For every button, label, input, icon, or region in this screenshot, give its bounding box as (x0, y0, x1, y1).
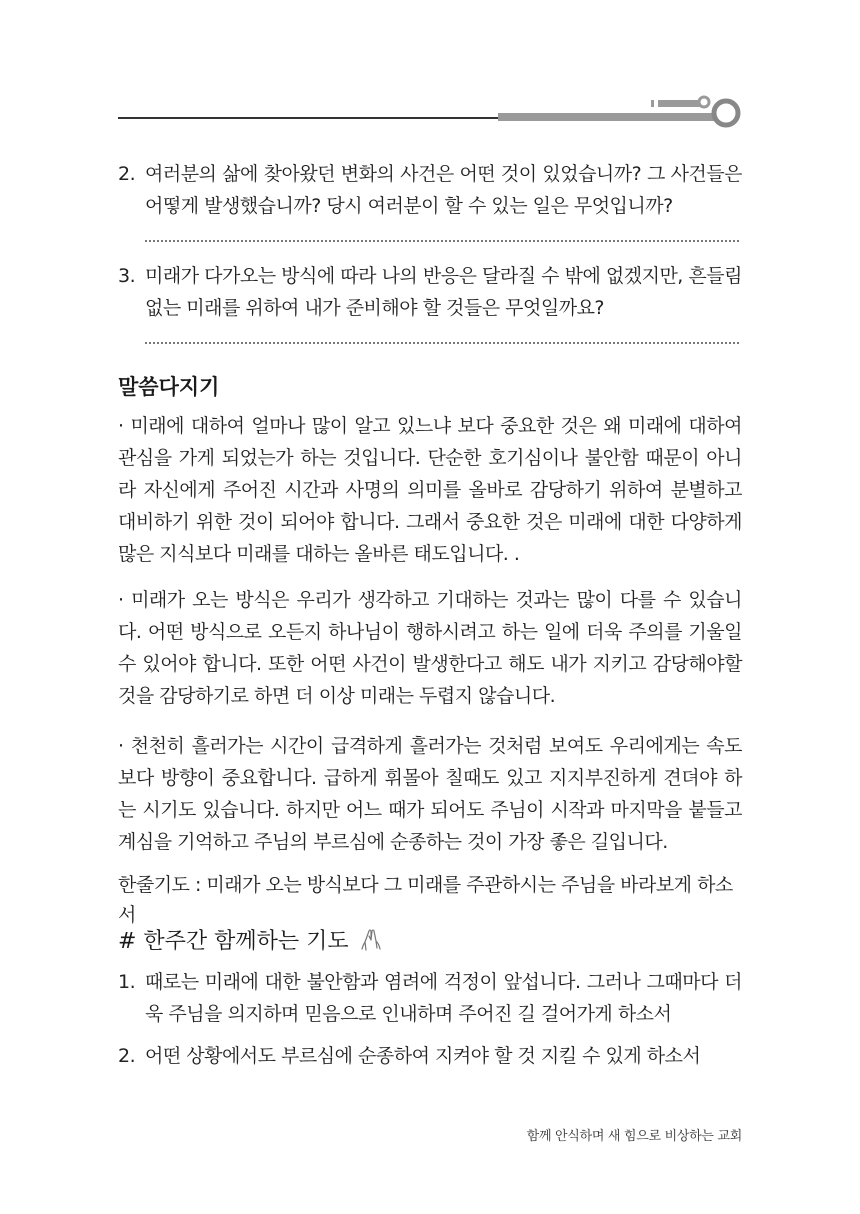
question-item-2 (118, 158, 742, 222)
header-decoration (118, 88, 743, 128)
meditation-paragraph-3: · 천천히 흘러가는 시간이 급격하게 흘러가는 것처럼 보여도 우리에게는 속도보다 방향이 중요합니다. 급하게 휘몰아 칠때도 있고 지지부진하게 견뎌야 하는 시기도 있습니다. 하지만 어느 때가 되어도 주님이 시작과 마지막을 붙들고 계심을 기억하고 주님의 부르심에 순종하는 것이 가장 좋은 길입니다. (118, 735, 742, 853)
weekly-prayer-title-text: # 한주간 함께하는 기도 (118, 929, 349, 954)
prayer-item-number: 1. (118, 971, 136, 993)
meditation-paragraph-2: · 미래가 오는 방식은 우리가 생각하고 기대하는 것과는 많이 다를 수 있습니다. 어떤 방식으로 오든지 하나님이 행하시려고 하는 일에 더욱 주의를 기울일 수 있어야 합니다. 또한 어떤 사건이 발생한다고 해도 내가 지키고 감당해야할 것을 감당하기로 하면 더 이상 미래는 두렵지 않습니다. (118, 589, 742, 707)
weekly-prayer-title (118, 926, 382, 958)
question-text: 여러분의 삶에 찾아왔던 변화의 사건은 어떤 것이 있었습니까? 그 사건들은 어떻게 발생했습니까? 당시 여러분이 할 수 있는 일은 무엇입니까? (145, 163, 742, 217)
answer-line-dotted (145, 342, 739, 344)
page-footer: 함께 안식하며 새 힘으로 비상하는 교회 (526, 1129, 742, 1144)
meditation-paragraph-1: · 미래에 대하여 얼마나 많이 알고 있느냐 보다 중요한 것은 왜 미래에 대하여 관심을 가게 되었는가 하는 것입니다. 단순한 호기심이나 불안함 때문이 아니라 자신에게 주어진 시간과 사명의 의미를 올바로 감당하기 위하여 분별하고 대비하기 위한 것이 되어야 합니다. 그래서 중요한 것은 미래에 대한 다양하게 많은 지식보다 미래를 대하는 올바른 태도입니다. . (118, 415, 742, 565)
prayer-item-text: 때로는 미래에 대한 불안함과 염려에 걱정이 앞섭니다. 그러나 그때마다 더욱 주님을 의지하며 믿음으로 인내하며 주어진 길 걸어가게 하소서 (145, 971, 742, 1025)
prayer-item-number: 2. (118, 1045, 136, 1067)
header-rule-thick (498, 113, 718, 121)
header-small-circle (699, 97, 709, 107)
question-item-3 (118, 260, 742, 324)
answer-line-dotted (145, 240, 739, 242)
header-tick-1 (651, 100, 654, 107)
weekly-prayer-item-2 (118, 1040, 742, 1072)
question-number: 3. (118, 265, 136, 287)
prayer-item-text: 어떤 상황에서도 부르심에 순종하여 지켜야 할 것 지킬 수 있게 하소서 (145, 1045, 701, 1067)
question-text: 미래가 다가오는 방식에 따라 나의 반응은 달라질 수 밖에 없겠지만, 흔들림없는 미래를 위하여 내가 준비해야 할 것들은 무엇일까요? (145, 265, 742, 319)
header-large-circle (714, 101, 738, 125)
section-title: 말씀다지기 (118, 375, 220, 399)
one-line-prayer: 한줄기도 : 미래가 오는 방식보다 그 미래를 주관하시는 주님을 바라보게 하소서 (118, 874, 733, 926)
praying-hands-icon (360, 928, 382, 952)
weekly-prayer-item-1 (118, 966, 742, 1030)
question-number: 2. (118, 163, 136, 185)
